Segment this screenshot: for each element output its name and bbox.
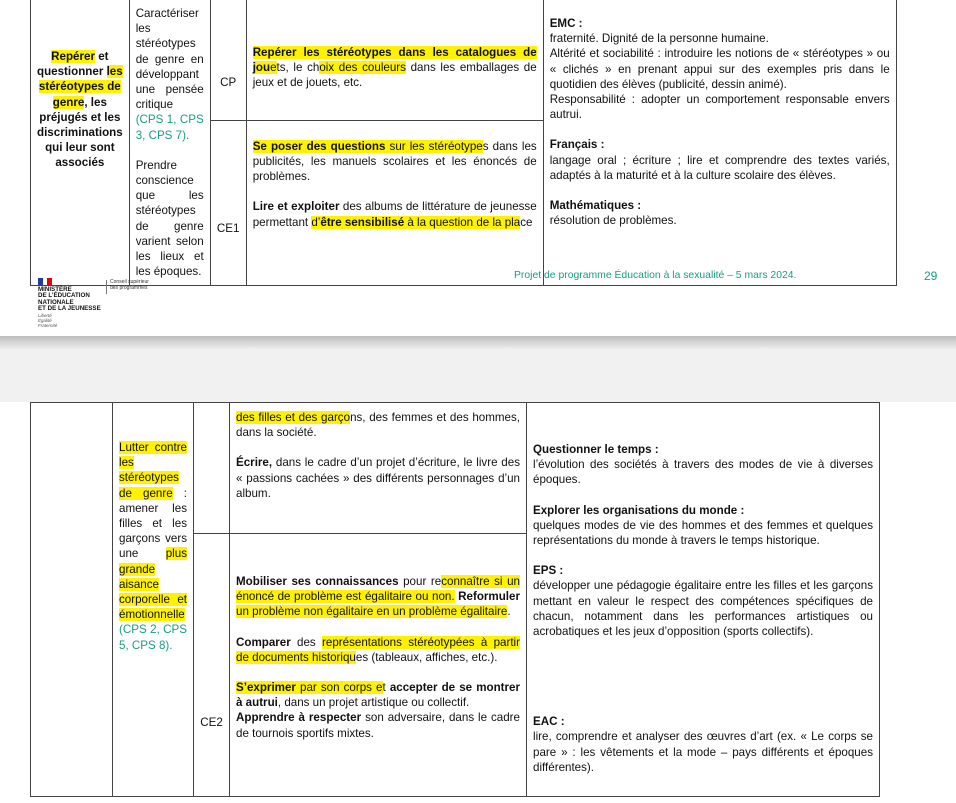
level-ce2: CE2 <box>194 534 230 797</box>
page-footer <box>0 262 956 336</box>
cross-curricular-links <box>527 403 880 797</box>
page-number: 29 <box>924 269 938 283</box>
francais-item: langage oral ; écriture ; lire et comprendre des textes variés, adaptés à la maturité et à la culture scolaire des élèves. <box>549 153 890 182</box>
emc-item-1: fraternité. Dignité de la personne humaine. <box>549 32 769 46</box>
french-flag-icon <box>38 278 52 285</box>
maths-heading: Mathématiques : <box>549 199 642 213</box>
objective-text: Repérer et questionner les stéréotypes de genre, les préjugés et les discriminations qui leur sont associés <box>37 49 123 170</box>
cross-curricular-links <box>543 0 896 286</box>
time-item: l’évolution des sociétés à travers des modes de vie à diverses époques. <box>533 458 873 487</box>
eps-heading: EPS : <box>533 564 564 578</box>
competence-1: Caractériser les stéréotypes de genre en développant une pensée critique (CPS 1, CPS 3, CPS 7). <box>135 7 204 142</box>
council-logo-text: Conseil supérieur des programmes <box>110 279 149 291</box>
ce2-activity-4: Apprendre à respecter son adversaire, dans le cadre de tournois sportifs mixtes. <box>236 711 520 740</box>
document-page-29 <box>0 0 956 336</box>
ministry-logo-text: MINISTÈRE DE L’ÉDUCATION NATIONALE ET DE LA JEUNESSE <box>38 286 101 313</box>
logo-divider <box>106 280 107 294</box>
cp-activity: Repérer les stéréotypes dans les catalogues de jouets, le choix des couleurs dans les emballages de jeux et de jouets, etc. <box>246 0 543 120</box>
francais-heading: Français : <box>549 138 605 152</box>
world-item: quelques modes de vie des hommes et des femmes et quelques représentations du monde à travers le temps historique. <box>533 518 873 548</box>
competence-cell <box>129 0 210 286</box>
time-heading: Questionner le temps : <box>533 443 659 456</box>
eac-item: lire, comprendre et analyser des œuvres d’art (ex. « Le corps se pare » : les vêtements et la mode – pays différents et époques différentes). <box>533 730 873 774</box>
level-ce1: CE1 <box>210 120 246 286</box>
emc-item-2: Altérité et sociabilité : introduire les notions de « stéréotypes » ou « clichés » en prenant appui sur des exemples pris dans le quotidien des élèves (publicité, dessin animé). <box>549 47 890 91</box>
competence-text: Lutter contre les stéréotypes de genre : amener les filles et les garçons vers une plus grande aisance corporelle et émotionnelle (CPS 2, CPS 5, CPS 8). <box>119 441 187 652</box>
writing-activity: Écrire, dans le cadre d’un projet d’écriture, le livre des « passions cachées » des différents personnages d’un album. <box>236 456 520 500</box>
continued-activity: des filles et des garçons, des femmes et des hommes, dans la société. <box>236 411 520 440</box>
ce2-activity-3: S’exprimer par son corps et accepter de se montrer à autrui, dans un projet artistique ou collectif. <box>236 681 520 710</box>
document-page-30 <box>0 402 956 803</box>
objective-cell <box>31 0 130 286</box>
eac-heading: EAC : <box>533 715 565 729</box>
emc-item-3: Responsabilité : adopter un comportement responsable envers autrui. <box>549 93 890 122</box>
continued-activities <box>230 403 527 534</box>
level-cell-continued <box>194 403 230 534</box>
republic-motto: Liberté Égalité Fraternité <box>38 313 58 328</box>
page-separator <box>0 336 956 402</box>
emc-heading: EMC : <box>549 17 583 30</box>
objective-cell-empty <box>31 403 113 797</box>
ce2-activity-2: Comparer des représentations stéréotypées à partir de documents historiques (tableaux, affiches, etc.). <box>236 635 520 664</box>
competence-2: Prendre conscience que les stéréotypes de genre varient selon les lieux et les époques. <box>135 158 204 279</box>
level-cp: CP <box>210 0 246 120</box>
footer-title: Projet de programme Éducation à la sexualité – 5 mars 2024. <box>514 270 797 281</box>
program-table-page-29 <box>30 0 897 286</box>
eps-item: développer une pédagogie égalitaire entre les filles et les garçons mettant en valeur le respect des compétences spécifiques de chacun, notamment dans les performances artistiques ou acrobatiques et les jeux d’opposition (sports collectifs). <box>533 579 873 639</box>
ce1-activity-1: Se poser des questions sur les stéréotypes dans les publicités, les manuels scolaires et les énoncés de problèmes. <box>252 139 537 184</box>
ce2-activity-1: Mobiliser ses connaissances pour reconnaître si un énoncé de problème est égalitaire ou non. Reformuler un problème non égalitaire en un problème égalitaire. <box>236 575 520 619</box>
ce2-activities <box>230 534 527 797</box>
competence-cell <box>113 403 194 797</box>
program-table-page-30 <box>30 402 880 797</box>
maths-item: résolution de problèmes. <box>549 214 677 228</box>
world-heading: Explorer les organisations du monde : <box>533 503 745 517</box>
ce1-activity-2: Lire et exploiter des albums de littérature de jeunesse permettant d’être sensibilisé à la question de la place <box>252 200 537 229</box>
